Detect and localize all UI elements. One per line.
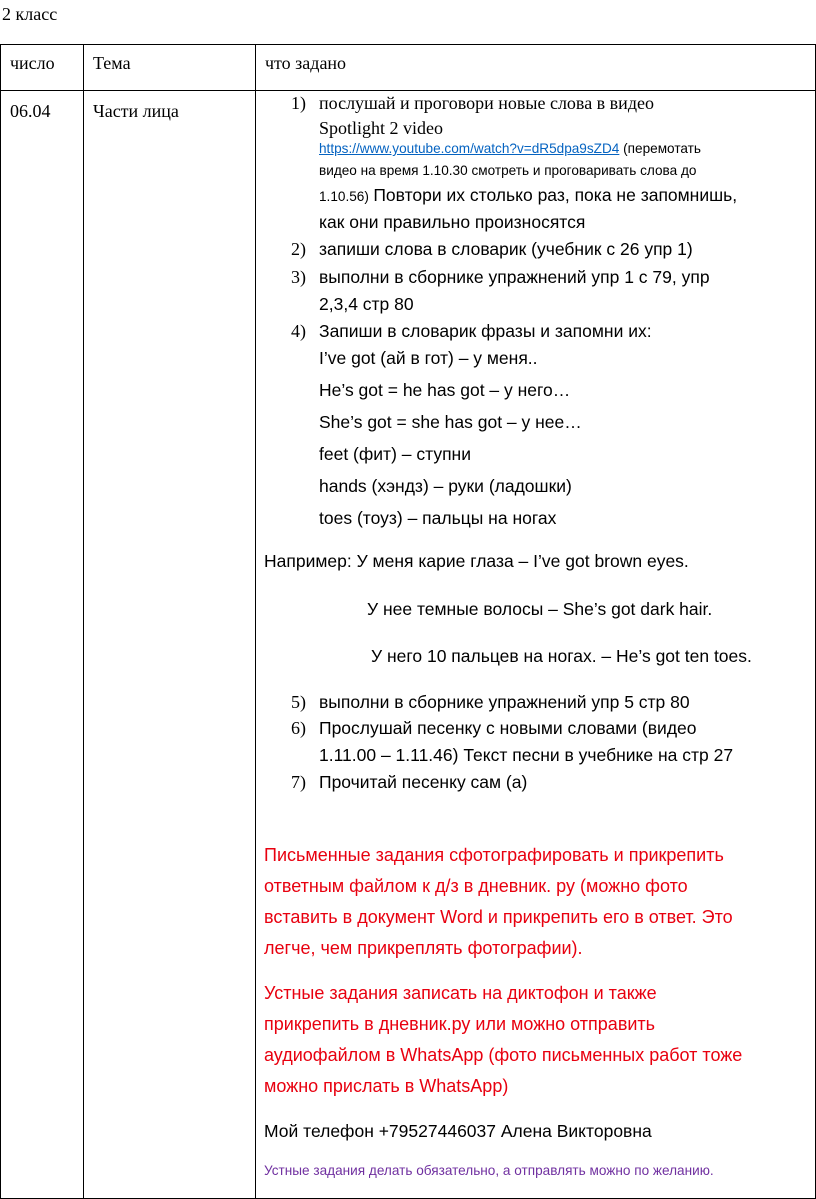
item-number: 1) <box>291 93 306 113</box>
item-5-line1: выполни в сборнике упражнений упр 5 стр 80 <box>319 692 690 712</box>
item-1-line1: послушай и проговори новые слова в видео <box>319 93 654 113</box>
example-line: У нее темные волосы – She’s got dark hair. <box>367 599 713 619</box>
item-3-line2: 2,3,4 стр 80 <box>319 294 414 314</box>
phrase-item: hands (хэндз) – руки (ладошки) <box>319 476 572 496</box>
phrase-item: I’ve got (ай в гот) – у меня.. <box>319 348 538 368</box>
written-note-line: вставить в документ Word и прикрепить его в ответ. Это <box>264 907 733 927</box>
oral-note-line: прикрепить в дневник.ру или можно отправить <box>264 1014 656 1034</box>
row-date: 06.04 <box>10 101 51 121</box>
oral-note-line: Устные задания записать на диктофон и также <box>264 983 657 1003</box>
item-6-line2: 1.11.00 – 1.11.46) Текст песни в учебнике на стр 27 <box>319 745 734 765</box>
item-1-line3: Повтори их столько раз, пока не запомнишь, <box>373 185 738 205</box>
item-number: 3) <box>291 267 306 287</box>
header-topic: Тема <box>93 53 131 73</box>
written-note-line: Письменные задания сфотографировать и прикрепить <box>264 845 724 865</box>
link-note-c: 1.10.56) <box>319 189 369 204</box>
example-line: Например: У меня карие глаза – I’ve got brown eyes. <box>264 551 689 571</box>
phrase-item: She’s got = she has got – у нее… <box>319 412 582 432</box>
oral-note-line: можно прислать в WhatsApp) <box>264 1076 509 1096</box>
item-1-line4: как они правильно произносятся <box>319 212 586 232</box>
phrase-item: He’s got = he has got – у него… <box>319 380 571 400</box>
footnote: Устные задания делать обязательно, а отправлять можно по желанию. <box>264 1163 714 1178</box>
oral-note-line: аудиофайлом в WhatsApp (фото письменных работ тоже <box>264 1045 743 1065</box>
item-number: 7) <box>291 772 306 792</box>
header-cell-task <box>255 44 816 90</box>
item-number: 5) <box>291 692 306 712</box>
item-7-line1: Прочитай песенку сам (а) <box>319 772 528 792</box>
header-cell-topic <box>83 44 255 90</box>
contact-phone: Мой телефон +79527446037 Алена Викторовна <box>264 1121 652 1141</box>
item-6-line1: Прослушай песенку с новыми словами (видео <box>319 718 697 738</box>
example-line: У него 10 пальцев на ногах. – He’s got ten toes. <box>371 646 752 666</box>
link-note-b: видео на время 1.10.30 смотреть и проговаривать слова до <box>319 163 697 178</box>
row-cell-date <box>0 90 83 1199</box>
written-note-line: легче, чем прикреплять фотографии). <box>264 938 583 958</box>
written-note-line: ответным файлом к д/з в дневник. ру (можно фото <box>264 876 688 896</box>
header-cell-date <box>0 44 83 90</box>
header-date: число <box>10 53 55 73</box>
item-4-line1: Запиши в словарик фразы и запомни их: <box>319 321 652 341</box>
phrase-item: feet (фит) – ступни <box>319 444 471 464</box>
row-topic: Части лица <box>93 101 179 121</box>
item-1-line2: Spotlight 2 video <box>319 118 444 138</box>
item-3-line1: выполни в сборнике упражнений упр 1 с 79, упр <box>319 267 710 287</box>
item-number: 2) <box>291 239 306 259</box>
item-number: 4) <box>291 321 306 341</box>
link-note-a: (перемотать <box>623 141 701 156</box>
item-2-line1: запиши слова в словарик (учебник с 26 упр 1) <box>319 239 693 259</box>
phrase-item: toes (тоуз) – пальцы на ногах <box>319 508 557 528</box>
video-link[interactable]: https://www.youtube.com/watch?v=dR5dpa9sZD4 <box>319 141 620 156</box>
row-cell-topic <box>83 90 255 1199</box>
header-task: что задано <box>265 53 347 73</box>
item-number: 6) <box>291 718 306 738</box>
document-title: 2 класс <box>2 4 58 24</box>
